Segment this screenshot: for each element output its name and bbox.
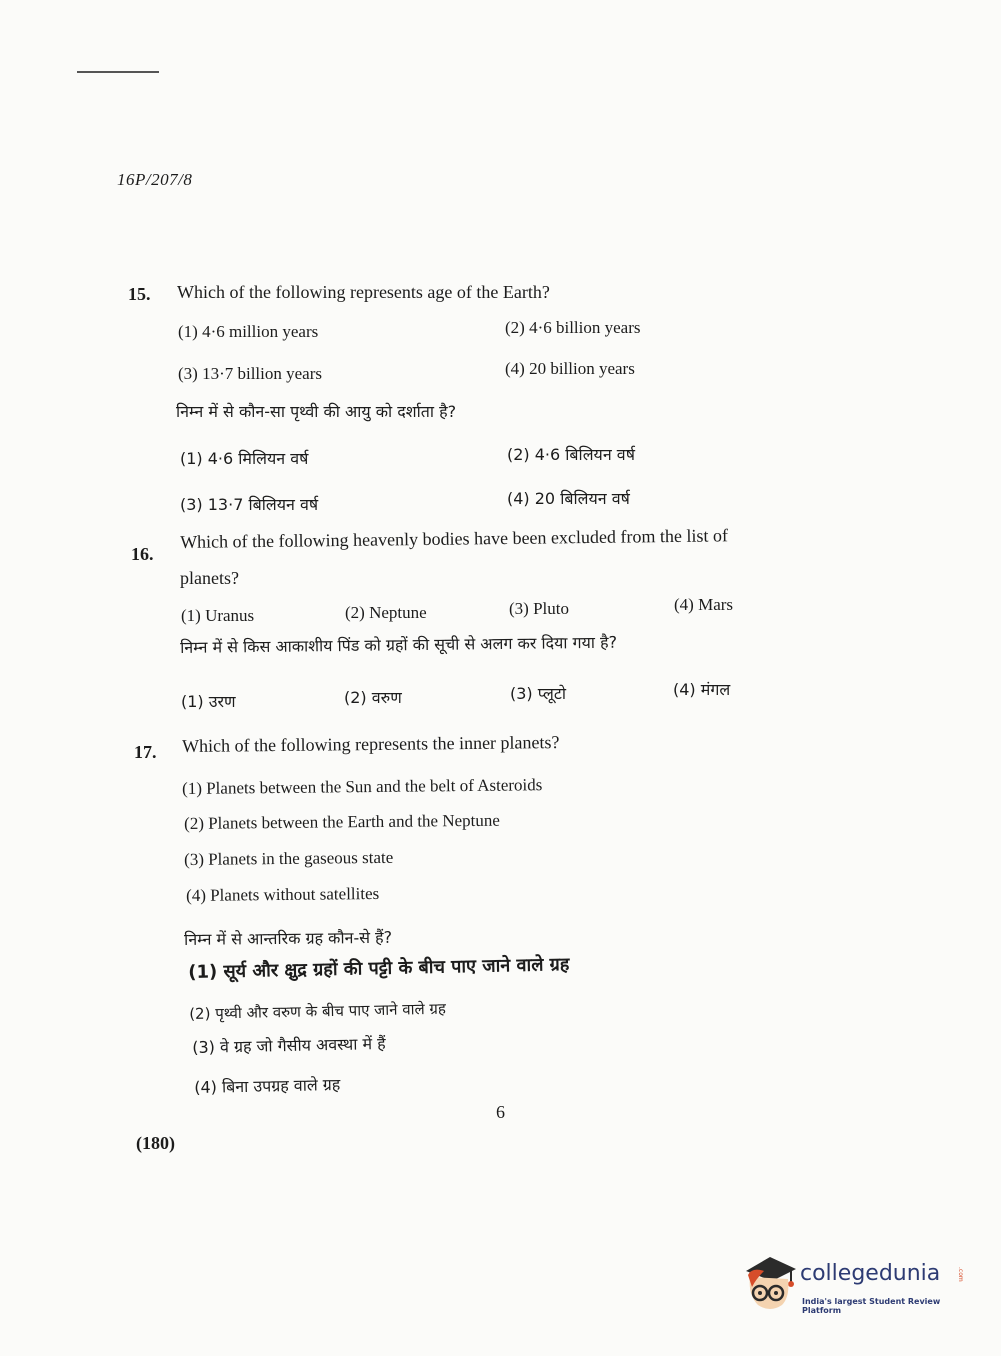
option-hi-3: (3) 13·7 बिलियन वर्ष — [180, 495, 319, 514]
question-number: 17. — [134, 742, 157, 762]
option-hi-1: (1) उरण — [181, 692, 236, 711]
page-number: 6 — [496, 1102, 505, 1122]
option-hi-2: (2) वरुण — [344, 688, 402, 707]
question-text-hi: निम्न में से आन्तरिक ग्रह कौन-से हैं? — [184, 927, 393, 949]
question-text-hi: निम्न में से कौन-सा पृथ्वी की आयु को दर्शाता है? — [176, 402, 457, 421]
logo-tagline: India's largest Student Review Platform — [802, 1297, 941, 1315]
question-text-en: Which of the following represents age of the Earth? — [177, 282, 550, 302]
question-number: 16. — [131, 544, 154, 564]
student-mascot-icon — [742, 1253, 800, 1313]
option-hi-3: (3) प्लूटो — [510, 684, 567, 703]
option-en-4: (4) 20 billion years — [505, 359, 635, 378]
option-hi-3: (3) वे ग्रह जो गैसीय अवस्था में हैं — [192, 1033, 386, 1057]
option-en-4: (4) Mars — [674, 595, 734, 614]
paper-bottom-code: (180) — [136, 1133, 175, 1153]
option-hi-1: (1) 4·6 मिलियन वर्ष — [180, 449, 309, 468]
header-rule — [77, 71, 159, 73]
option-en-1: (1) Planets between the Sun and the belt of Asteroids — [182, 775, 543, 798]
question-text-hi: निम्न में से किस आकाशीय पिंड को ग्रहों की सूची से अलग कर दिया गया है? — [180, 632, 618, 657]
option-en-3: (3) Planets in the gaseous state — [184, 847, 394, 869]
option-hi-2: (2) पृथ्वी और वरुण के बीच पाए जाने वाले ग्रह — [189, 999, 447, 1023]
option-en-3: (3) 13·7 billion years — [178, 364, 322, 383]
option-hi-4: (4) बिना उपग्रह वाले ग्रह — [194, 1074, 341, 1097]
logo-suffix: .com — [957, 1267, 964, 1282]
option-hi-4: (4) मंगल — [673, 680, 731, 699]
question-text-en-line2: planets? — [180, 568, 239, 588]
option-hi-4: (4) 20 बिलियन वर्ष — [507, 489, 630, 508]
option-en-2: (2) Planets between the Earth and the Neptune — [184, 810, 500, 833]
question-text-en: Which of the following represents the inner planets? — [182, 732, 560, 756]
option-en-3: (3) Pluto — [509, 599, 569, 618]
option-en-1: (1) 4·6 million years — [178, 322, 319, 341]
collegedunia-logo — [742, 1253, 972, 1313]
question-text-en-line1: Which of the following heavenly bodies have been excluded from the list of — [180, 525, 729, 552]
question-number: 15. — [128, 284, 151, 304]
option-en-2: (2) 4·6 billion years — [505, 318, 641, 337]
option-en-2: (2) Neptune — [345, 603, 427, 622]
paper-code: 16P/207/8 — [117, 170, 193, 189]
option-hi-2: (2) 4·6 बिलियन वर्ष — [507, 445, 635, 464]
logo-wordmark: collegedunia — [800, 1261, 941, 1286]
option-hi-1: (1) सूर्य और क्षुद्र ग्रहों की पट्टी के बीच पाए जाने वाले ग्रह — [188, 954, 570, 983]
option-en-4: (4) Planets without satellites — [186, 883, 380, 905]
option-en-1: (1) Uranus — [181, 606, 255, 625]
